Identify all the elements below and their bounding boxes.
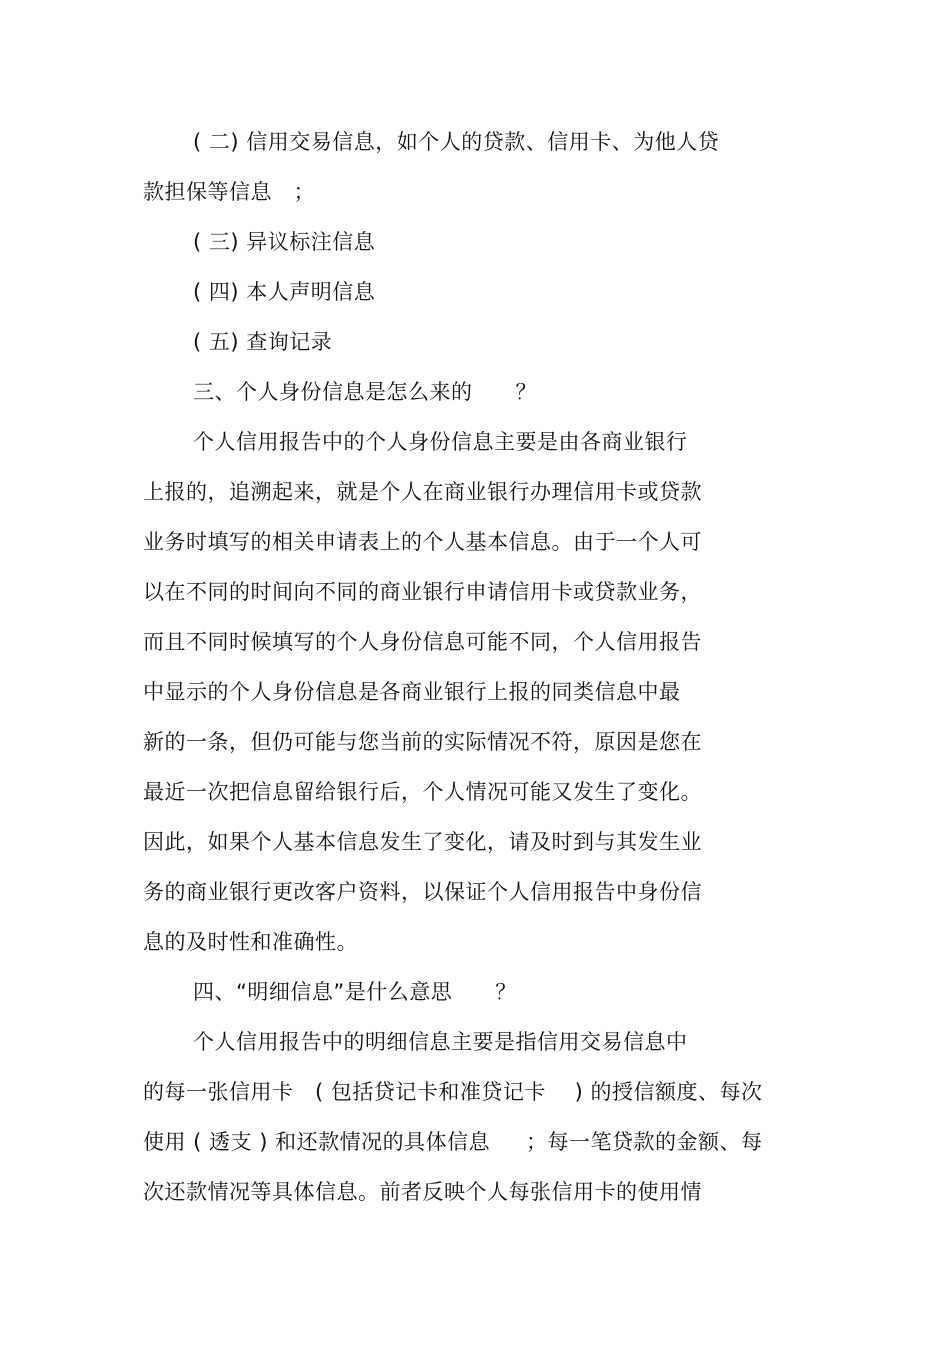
list-item-credit-transaction: ( 二) 信用交易信息，如个人的贷款、信用卡、为他人贷 bbox=[193, 130, 720, 154]
paragraph-line: 业务时填写的相关申请表上的个人基本信息。由于一个人可 bbox=[143, 530, 702, 554]
paragraph-line: 上报的，追溯起来，就是个人在商业银行办理信用卡或贷款 bbox=[143, 480, 702, 504]
list-item-dispute-mark: ( 三) 异议标注信息 bbox=[193, 230, 376, 254]
section-heading-detail-info: 四、“明细信息”是什么意思 ？ bbox=[193, 980, 517, 1004]
paragraph-line: 使用 ( 透支 ) 和还款情况的具体信息 ；每一笔贷款的金额、每 bbox=[143, 1130, 763, 1154]
paragraph-line: 个人信用报告中的明细信息主要是指信用交易信息中 bbox=[193, 1030, 688, 1054]
text-line: 款担保等信息 ； bbox=[143, 180, 316, 204]
paragraph-line: 中显示的个人身份信息是各商业银行上报的同类信息中最 bbox=[143, 680, 681, 704]
paragraph-line: 的每一张信用卡 ( 包括贷记卡和准贷记卡 ) 的授信额度、每次 bbox=[143, 1080, 763, 1104]
paragraph-line: 因此，如果个人基本信息发生了变化，请及时到与其发生业 bbox=[143, 830, 702, 854]
list-item-query-record: ( 五) 查询记录 bbox=[193, 330, 333, 354]
list-item-personal-statement: ( 四) 本人声明信息 bbox=[193, 280, 376, 304]
paragraph-line: 务的商业银行更改客户资料，以保证个人信用报告中身份信 bbox=[143, 880, 702, 904]
paragraph-line: 最近一次把信息留给银行后，个人情况可能又发生了变化。 bbox=[143, 780, 702, 804]
paragraph-line: 息的及时性和准确性。 bbox=[143, 930, 358, 954]
paragraph-line: 而且不同时候填写的个人身份信息可能不同，个人信用报告 bbox=[143, 630, 702, 654]
paragraph-line: 个人信用报告中的个人身份信息主要是由各商业银行 bbox=[193, 430, 688, 454]
section-heading-identity-source: 三、个人身份信息是怎么来的 ？ bbox=[193, 380, 538, 404]
paragraph-line: 次还款情况等具体信息。前者反映个人每张信用卡的使用情 bbox=[143, 1180, 702, 1204]
paragraph-line: 以在不同的时间向不同的商业银行申请信用卡或贷款业务， bbox=[143, 580, 702, 604]
paragraph-line: 新的一条，但仍可能与您当前的实际情况不符，原因是您在 bbox=[143, 730, 702, 754]
